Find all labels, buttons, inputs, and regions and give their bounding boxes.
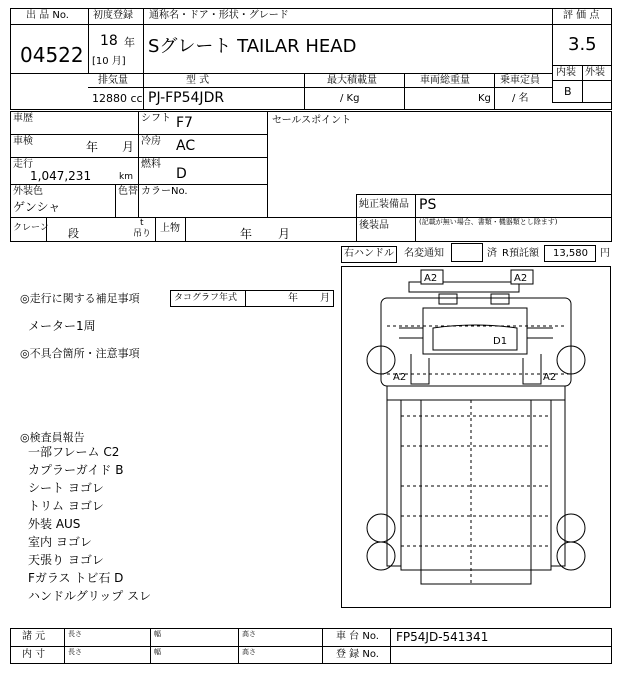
- mileage-value: 1,047,231: [30, 169, 92, 183]
- history-label: 車歴: [13, 113, 33, 124]
- inspector-line: シート ヨゴレ: [28, 481, 104, 495]
- tacho-label: タコグラフ年式: [174, 293, 238, 303]
- inspector-line: 室内 ヨゴレ: [28, 535, 92, 549]
- lift-label: 上物: [160, 223, 180, 234]
- reg-year-unit: 年: [124, 36, 135, 49]
- name-change-label: 名変通知: [404, 248, 444, 259]
- crane-label: クレーン: [13, 223, 49, 233]
- inspector-line: Fガラス トビ石 D: [28, 571, 124, 585]
- width-label-2: 幅: [154, 648, 161, 656]
- max-load-unit: / Kg: [340, 93, 360, 104]
- checkbox-label: 済: [487, 248, 497, 259]
- gross-weight-unit: Kg: [478, 93, 491, 104]
- std-equip-label: 純正装備品: [359, 199, 409, 210]
- aftermarket-label: 後装品: [359, 220, 389, 231]
- model-code: PJ-FP54JDR: [148, 90, 225, 106]
- fuel-label: 燃料: [141, 159, 161, 170]
- max-load-label: 最大積載量: [327, 75, 377, 86]
- exterior-label: 外装: [585, 67, 605, 78]
- truck-diagram: [341, 266, 611, 608]
- name-change-checkbox: [451, 243, 483, 262]
- footer-row1-label: 諸 元: [22, 631, 46, 642]
- height-label-2: 高さ: [242, 648, 256, 656]
- inspector-line: トリム ヨゴレ: [28, 499, 104, 513]
- supp-title: ◎走行に関する補足事項: [20, 292, 140, 305]
- std-equip-value: PS: [419, 197, 437, 213]
- tacho-year: 年: [288, 293, 298, 304]
- model-name: Sグレート TAILAR HEAD: [148, 36, 357, 57]
- damage-mark: D1: [493, 336, 508, 347]
- lot-number: 04522: [20, 43, 84, 67]
- rhd-label: 右ハンドル: [344, 248, 394, 259]
- inspection-month: 月: [122, 140, 135, 154]
- length-label: 長さ: [68, 630, 82, 638]
- score-value: 3.5: [568, 34, 597, 55]
- reg-no-label: 登 録 No.: [336, 649, 379, 660]
- ac-value: AC: [176, 138, 196, 154]
- crane-stage: 段: [68, 227, 79, 240]
- damage-mark: A2: [514, 273, 528, 284]
- damage-mark: A2: [393, 372, 407, 383]
- reg-label: 初度登録: [93, 10, 133, 21]
- sales-points-label: セールスポイント: [272, 115, 352, 126]
- fuel-value: D: [176, 166, 187, 182]
- gross-weight-label: 車両総重量: [420, 75, 470, 86]
- mileage-label: 走行: [13, 159, 33, 170]
- shift-value: F7: [176, 115, 193, 131]
- ac-label: 冷房: [141, 136, 161, 147]
- r-reading-label: R預託額: [502, 248, 539, 259]
- inspector-line: ハンドルグリップ スレ: [28, 589, 152, 603]
- color-code-label: カラーNo.: [141, 186, 188, 197]
- supp-line: メーター1周: [28, 319, 96, 333]
- lift-year: 年: [240, 227, 253, 241]
- reg-year: 18: [100, 33, 118, 49]
- score-label: 評 価 点: [563, 10, 600, 21]
- inspection-year: 年: [86, 140, 99, 154]
- model-name-label: 通称名・ドア・形状・グレード: [149, 10, 289, 21]
- footer-row2-label: 内 寸: [22, 649, 46, 660]
- type-label: 型 式: [186, 75, 210, 86]
- capacity-unit: / 名: [512, 93, 529, 104]
- damage-mark: A2: [543, 372, 557, 383]
- interior-label: 内装: [556, 67, 576, 78]
- inspector-line: 天張り ヨゴレ: [28, 553, 104, 567]
- lot-label: 出 品 No.: [26, 10, 69, 21]
- interior-grade: B: [564, 85, 572, 98]
- mileage-unit: km: [119, 172, 133, 182]
- lift-month: 月: [278, 227, 291, 241]
- color-no-label: 色替: [118, 186, 138, 197]
- inspector-line: 一部フレーム C2: [28, 445, 120, 459]
- inspection-label: 車検: [13, 136, 33, 147]
- r-unit: 円: [600, 248, 610, 259]
- capacity-label: 乗車定員: [500, 75, 540, 86]
- reg-month: [10 月]: [92, 56, 126, 67]
- tacho-month: 月: [320, 293, 330, 304]
- chassis-label: 車 台 No.: [336, 631, 379, 642]
- shift-label: シフト: [141, 113, 171, 124]
- width-label: 幅: [154, 630, 161, 638]
- color-label: 外装色: [13, 186, 43, 197]
- inspector-title: ◎検査員報告: [20, 431, 85, 444]
- aftermarket-note: (記載が無い場合、書類・機器類とし除ます): [419, 218, 558, 226]
- height-label: 高さ: [242, 630, 256, 638]
- crane-t: t: [140, 218, 144, 228]
- crane-hang: 吊り: [133, 229, 152, 239]
- defects-title: ◎不具合箇所・注意事項: [20, 347, 140, 360]
- chassis-value: FP54JD-541341: [396, 630, 489, 644]
- displacement-label: 排気量: [98, 75, 128, 86]
- displacement-value: 12880 cc: [92, 92, 143, 105]
- color-value: ゲンシャ: [13, 200, 61, 214]
- r-reading-value: 13,580: [553, 248, 588, 259]
- damage-mark: A2: [424, 273, 438, 284]
- length-label-2: 長さ: [68, 648, 82, 656]
- inspector-line: 外装 AUS: [28, 517, 81, 531]
- inspector-line: カプラーガイド B: [28, 463, 124, 477]
